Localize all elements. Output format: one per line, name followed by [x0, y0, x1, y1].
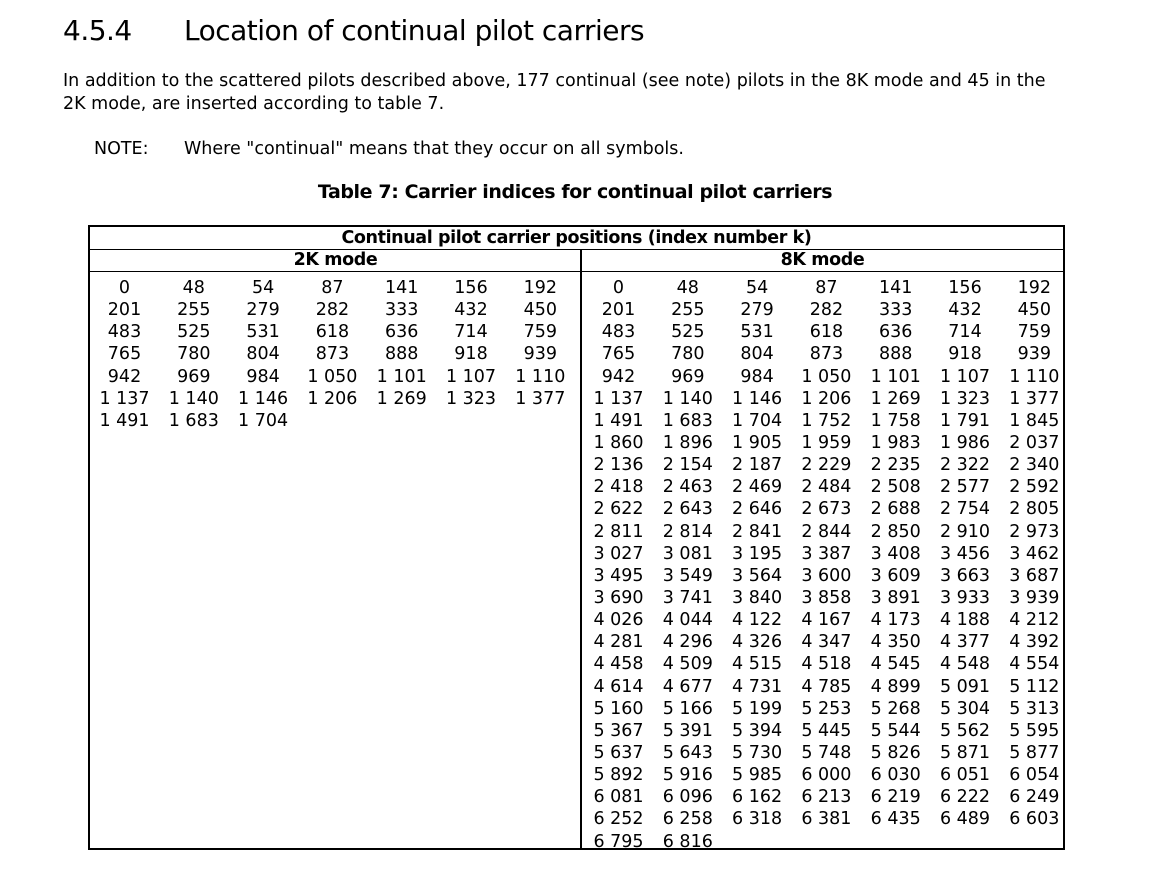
- cell-8k: 2 910: [939, 521, 991, 542]
- cell-2k: 282: [315, 300, 350, 321]
- cell-8k: 6 489: [939, 809, 991, 830]
- cell-8k: 4 212: [1009, 610, 1060, 631]
- cell-8k: 6 249: [1009, 787, 1060, 808]
- cell-8k: 4 614: [593, 676, 644, 697]
- cell-8k: 1 137: [593, 388, 644, 409]
- cell-8k: 6 222: [939, 787, 991, 808]
- cell-8k: 333: [878, 300, 913, 321]
- cell-8k: 1 758: [870, 410, 921, 431]
- cell-8k: 3 687: [1009, 565, 1060, 586]
- table-row: [90, 609, 1063, 631]
- cell-8k: 4 731: [732, 676, 783, 697]
- cell-2k: 1 269: [376, 388, 427, 409]
- cell-2k: 531: [246, 322, 280, 343]
- table-row: [90, 786, 1063, 808]
- cell-8k: 5 562: [939, 720, 991, 741]
- cell-8k: 5 916: [662, 765, 713, 786]
- cell-8k: 765: [601, 344, 636, 365]
- cell-8k: 2 037: [1009, 432, 1060, 453]
- cell-8k: 2 811: [593, 521, 644, 542]
- cell-8k: 2 850: [870, 521, 921, 542]
- body-paragraph: In addition to the scattered pilots described above, 177 continual (see note) pilots in the 8K mode and 45 in the 2K mode, are inserted according to table 7.: [63, 71, 1046, 114]
- cell-8k: 4 347: [801, 632, 852, 653]
- cell-2k: 279: [246, 300, 280, 321]
- cell-8k: 3 081: [662, 543, 713, 564]
- cell-8k: 1 983: [870, 432, 921, 453]
- cell-8k: 2 973: [1009, 521, 1060, 542]
- table-row: [90, 543, 1063, 565]
- cell-8k: 5 985: [732, 765, 783, 786]
- cell-8k: 4 677: [662, 676, 713, 697]
- cell-8k: 873: [809, 344, 844, 365]
- cell-8k: 6 603: [1009, 809, 1060, 830]
- cell-8k: 5 367: [593, 720, 644, 741]
- table-row: [90, 343, 1063, 365]
- table-header: Continual pilot carrier positions (index number k): [90, 227, 1063, 250]
- cell-8k: 3 456: [939, 543, 991, 564]
- cell-8k: 450: [1017, 300, 1051, 321]
- cell-8k: 1 269: [870, 388, 921, 409]
- table-row: [90, 676, 1063, 698]
- cell-8k: 2 229: [801, 455, 852, 476]
- cell-8k: 5 391: [662, 720, 713, 741]
- cell-8k: 2 805: [1009, 499, 1060, 520]
- cell-8k: 279: [740, 300, 774, 321]
- table-row: [90, 299, 1063, 321]
- cell-8k: 5 268: [870, 698, 921, 719]
- cell-8k: 6 435: [870, 809, 921, 830]
- cell-8k: 2 418: [593, 477, 644, 498]
- cell-8k: 6 000: [801, 765, 852, 786]
- cell-8k: 1 101: [870, 366, 921, 387]
- cell-8k: 6 051: [939, 765, 991, 786]
- cell-8k: 5 112: [1009, 676, 1060, 697]
- table-row: [90, 764, 1063, 786]
- table-row: [90, 432, 1063, 454]
- cell-8k: 2 844: [801, 521, 852, 542]
- cell-8k: 6 081: [593, 787, 644, 808]
- cell-8k: 1 323: [939, 388, 991, 409]
- cell-8k: 4 167: [801, 610, 852, 631]
- cell-2k: 804: [246, 344, 280, 365]
- cell-8k: 6 096: [662, 787, 713, 808]
- cell-2k: 1 377: [515, 388, 566, 409]
- cell-2k: 1 050: [307, 366, 358, 387]
- cell-8k: 255: [671, 300, 705, 321]
- cell-8k: 4 392: [1009, 632, 1060, 653]
- cell-2k: 1 110: [515, 366, 566, 387]
- table-row: [90, 653, 1063, 675]
- mode-header-row: [90, 250, 1063, 272]
- cell-8k: 2 577: [939, 477, 991, 498]
- cell-8k: 4 515: [732, 654, 783, 675]
- mode-2k-label: 2K mode: [293, 250, 378, 270]
- cell-8k: 2 814: [662, 521, 713, 542]
- cell-8k: 2 463: [662, 477, 713, 498]
- cell-8k: 1 959: [801, 432, 852, 453]
- cell-2k: 1 206: [307, 388, 358, 409]
- cell-8k: 1 683: [662, 410, 713, 431]
- cell-8k: 1 791: [939, 410, 991, 431]
- cell-2k: 969: [177, 366, 211, 387]
- cell-8k: 5 199: [732, 698, 783, 719]
- cell-2k: 54: [251, 278, 275, 298]
- cell-8k: 2 187: [732, 455, 783, 476]
- cell-2k: 156: [454, 278, 488, 298]
- table-row: [90, 321, 1063, 343]
- cell-8k: 5 748: [801, 742, 852, 763]
- cell-8k: 87: [815, 278, 838, 298]
- cell-8k: 3 741: [662, 587, 713, 608]
- cell-8k: 1 050: [801, 366, 852, 387]
- cell-8k: 4 188: [939, 610, 991, 631]
- cell-8k: 5 643: [662, 742, 713, 763]
- cell-8k: 6 054: [1009, 765, 1060, 786]
- cell-8k: 6 381: [801, 809, 852, 830]
- cell-8k: 939: [1017, 344, 1051, 365]
- cell-8k: 780: [671, 344, 705, 365]
- cell-2k: 1 323: [445, 388, 497, 409]
- cell-2k: 1 107: [445, 366, 497, 387]
- cell-8k: 6 318: [732, 809, 783, 830]
- cell-8k: 2 688: [870, 499, 921, 520]
- cell-8k: 969: [671, 366, 705, 387]
- cell-2k: 141: [384, 278, 419, 298]
- cell-8k: 5 091: [939, 676, 991, 697]
- cell-8k: 5 544: [870, 720, 921, 741]
- cell-2k: 918: [454, 344, 488, 365]
- cell-8k: 2 754: [939, 499, 991, 520]
- cell-8k: 5 253: [801, 698, 852, 719]
- cell-2k: 450: [523, 300, 557, 321]
- table-row: [90, 742, 1063, 764]
- cell-2k: 759: [523, 322, 557, 343]
- cell-8k: 54: [745, 278, 769, 298]
- cell-8k: 3 939: [1009, 587, 1060, 608]
- cell-8k: 804: [740, 344, 774, 365]
- cell-2k: 1 704: [238, 410, 289, 431]
- cell-2k: 201: [107, 300, 142, 321]
- cell-8k: 2 592: [1009, 477, 1060, 498]
- cell-8k: 2 646: [732, 499, 783, 520]
- cell-8k: 4 296: [662, 632, 713, 653]
- cell-2k: 1 146: [238, 388, 289, 409]
- cell-8k: 4 377: [939, 632, 991, 653]
- cell-8k: 4 044: [662, 610, 713, 631]
- cell-8k: 5 892: [593, 765, 644, 786]
- cell-8k: 1 377: [1009, 388, 1060, 409]
- section-title: Location of continual pilot carriers: [184, 14, 645, 47]
- cell-8k: 6 252: [593, 809, 644, 830]
- cell-8k: 3 840: [732, 587, 783, 608]
- cell-8k: 141: [878, 278, 913, 298]
- cell-8k: 4 554: [1009, 654, 1060, 675]
- note-label: NOTE:: [94, 139, 149, 159]
- cell-8k: 4 518: [801, 654, 852, 675]
- cell-8k: 432: [948, 300, 982, 321]
- table-row: [90, 631, 1063, 653]
- cell-8k: 5 160: [593, 698, 644, 719]
- cell-8k: 918: [948, 344, 982, 365]
- table-row: [90, 388, 1063, 410]
- table-row: [90, 366, 1063, 388]
- cell-8k: 3 195: [732, 543, 783, 564]
- section-heading: [0, 14, 1150, 54]
- cell-8k: 6 162: [732, 787, 783, 808]
- cell-2k: 0: [118, 278, 131, 298]
- table-row: [90, 410, 1063, 432]
- cell-8k: 3 408: [870, 543, 921, 564]
- cell-8k: 984: [740, 366, 774, 387]
- cell-8k: 5 394: [732, 720, 783, 741]
- cell-2k: 1 140: [168, 388, 219, 409]
- cell-8k: 4 326: [732, 632, 783, 653]
- mode-8k-label: 8K mode: [780, 250, 865, 270]
- table-row: [90, 521, 1063, 543]
- cell-8k: 1 752: [801, 410, 852, 431]
- cell-8k: 3 387: [801, 543, 852, 564]
- cell-8k: 5 304: [939, 698, 991, 719]
- cell-8k: 2 340: [1009, 455, 1060, 476]
- cell-2k: 873: [315, 344, 350, 365]
- table-row: [90, 565, 1063, 587]
- cell-8k: 4 548: [939, 654, 991, 675]
- cell-2k: 48: [182, 278, 205, 298]
- table-row: [90, 498, 1063, 520]
- cell-2k: 942: [107, 366, 142, 387]
- cell-8k: 888: [878, 344, 913, 365]
- cell-2k: 1 137: [99, 388, 150, 409]
- cell-2k: 780: [177, 344, 211, 365]
- table-row: [90, 720, 1063, 742]
- note: [0, 139, 1150, 163]
- cell-8k: 3 858: [801, 587, 852, 608]
- table-row: [90, 277, 1063, 299]
- cell-8k: 4 122: [732, 610, 783, 631]
- cell-8k: 2 322: [939, 455, 991, 476]
- cell-8k: 4 545: [870, 654, 921, 675]
- cell-8k: 3 609: [870, 565, 921, 586]
- table-row: [90, 808, 1063, 830]
- cell-8k: 1 146: [732, 388, 783, 409]
- table-row: [90, 454, 1063, 476]
- cell-8k: 1 845: [1009, 410, 1060, 431]
- cell-2k: 939: [523, 344, 557, 365]
- cell-2k: 192: [523, 278, 557, 298]
- table-row: [90, 476, 1063, 498]
- cell-8k: 1 206: [801, 388, 852, 409]
- cell-8k: 636: [878, 322, 913, 343]
- cell-8k: 5 637: [593, 742, 644, 763]
- cell-8k: 6 795: [593, 831, 644, 852]
- cell-8k: 3 690: [593, 587, 644, 608]
- cell-8k: 3 600: [801, 565, 852, 586]
- cell-2k: 525: [177, 322, 211, 343]
- table-row: [90, 587, 1063, 609]
- cell-8k: 1 860: [593, 432, 644, 453]
- cell-8k: 6 030: [870, 765, 921, 786]
- cell-2k: 483: [107, 322, 142, 343]
- cell-8k: 6 213: [801, 787, 852, 808]
- cell-2k: 255: [177, 300, 211, 321]
- cell-2k: 888: [384, 344, 419, 365]
- cell-8k: 2 235: [870, 455, 921, 476]
- cell-8k: 3 933: [939, 587, 991, 608]
- cell-2k: 1 491: [99, 410, 150, 431]
- cell-8k: 5 595: [1009, 720, 1060, 741]
- cell-2k: 636: [384, 322, 419, 343]
- cell-8k: 2 469: [732, 477, 783, 498]
- cell-8k: 483: [601, 322, 636, 343]
- cell-8k: 2 643: [662, 499, 713, 520]
- cell-2k: 618: [315, 322, 350, 343]
- cell-8k: 3 462: [1009, 543, 1060, 564]
- table-values: [90, 277, 1063, 853]
- cell-8k: 759: [1017, 322, 1051, 343]
- cell-8k: 1 140: [662, 388, 713, 409]
- cell-8k: 618: [809, 322, 844, 343]
- table-row: [90, 831, 1063, 853]
- cell-8k: 1 704: [732, 410, 783, 431]
- cell-8k: 4 026: [593, 610, 644, 631]
- cell-8k: 5 871: [939, 742, 991, 763]
- cell-8k: 3 663: [939, 565, 991, 586]
- cell-8k: 4 458: [593, 654, 644, 675]
- cell-8k: 1 986: [939, 432, 991, 453]
- cell-8k: 5 826: [870, 742, 921, 763]
- cell-2k: 765: [107, 344, 142, 365]
- cell-8k: 282: [809, 300, 844, 321]
- cell-8k: 201: [601, 300, 636, 321]
- cell-8k: 5 313: [1009, 698, 1060, 719]
- cell-8k: 4 899: [870, 676, 921, 697]
- cell-8k: 3 564: [732, 565, 783, 586]
- cell-2k: 1 101: [376, 366, 427, 387]
- cell-2k: 714: [454, 322, 488, 343]
- cell-8k: 1 905: [732, 432, 783, 453]
- cell-8k: 48: [676, 278, 699, 298]
- cell-8k: 5 730: [732, 742, 783, 763]
- table-row: [90, 698, 1063, 720]
- cell-8k: 2 154: [662, 455, 713, 476]
- cell-8k: 3 027: [593, 543, 644, 564]
- cell-8k: 5 877: [1009, 742, 1060, 763]
- cell-8k: 4 281: [593, 632, 644, 653]
- cell-8k: 1 110: [1009, 366, 1060, 387]
- cell-2k: 1 683: [168, 410, 219, 431]
- cell-8k: 6 219: [870, 787, 921, 808]
- cell-8k: 4 785: [801, 676, 852, 697]
- cell-8k: 192: [1017, 278, 1051, 298]
- cell-2k: 87: [321, 278, 344, 298]
- cell-8k: 2 673: [801, 499, 852, 520]
- cell-8k: 525: [671, 322, 705, 343]
- cell-2k: 984: [246, 366, 280, 387]
- cell-8k: 0: [612, 278, 625, 298]
- cell-8k: 714: [948, 322, 982, 343]
- cell-8k: 2 841: [732, 521, 783, 542]
- cell-8k: 6 258: [662, 809, 713, 830]
- cell-8k: 4 173: [870, 610, 921, 631]
- table-caption: Table 7: Carrier indices for continual pilot carriers: [317, 181, 833, 203]
- cell-8k: 1 491: [593, 410, 644, 431]
- cell-8k: 3 549: [662, 565, 713, 586]
- cell-8k: 5 445: [801, 720, 852, 741]
- cell-8k: 2 508: [870, 477, 921, 498]
- note-text: Where "continual" means that they occur on all symbols.: [184, 139, 684, 159]
- cell-8k: 531: [740, 322, 774, 343]
- section-number: 4.5.4: [63, 14, 132, 47]
- cell-8k: 6 816: [662, 831, 713, 852]
- cell-8k: 2 484: [801, 477, 852, 498]
- cell-8k: 2 136: [593, 455, 644, 476]
- cell-8k: 5 166: [662, 698, 713, 719]
- cell-8k: 4 509: [662, 654, 713, 675]
- carrier-table: [88, 225, 1065, 850]
- cell-8k: 156: [948, 278, 982, 298]
- cell-8k: 3 891: [870, 587, 921, 608]
- cell-8k: 2 622: [593, 499, 644, 520]
- cell-8k: 942: [601, 366, 636, 387]
- cell-8k: 1 896: [662, 432, 713, 453]
- cell-8k: 3 495: [593, 565, 644, 586]
- cell-8k: 4 350: [870, 632, 921, 653]
- cell-2k: 432: [454, 300, 488, 321]
- cell-2k: 333: [384, 300, 419, 321]
- cell-8k: 1 107: [939, 366, 991, 387]
